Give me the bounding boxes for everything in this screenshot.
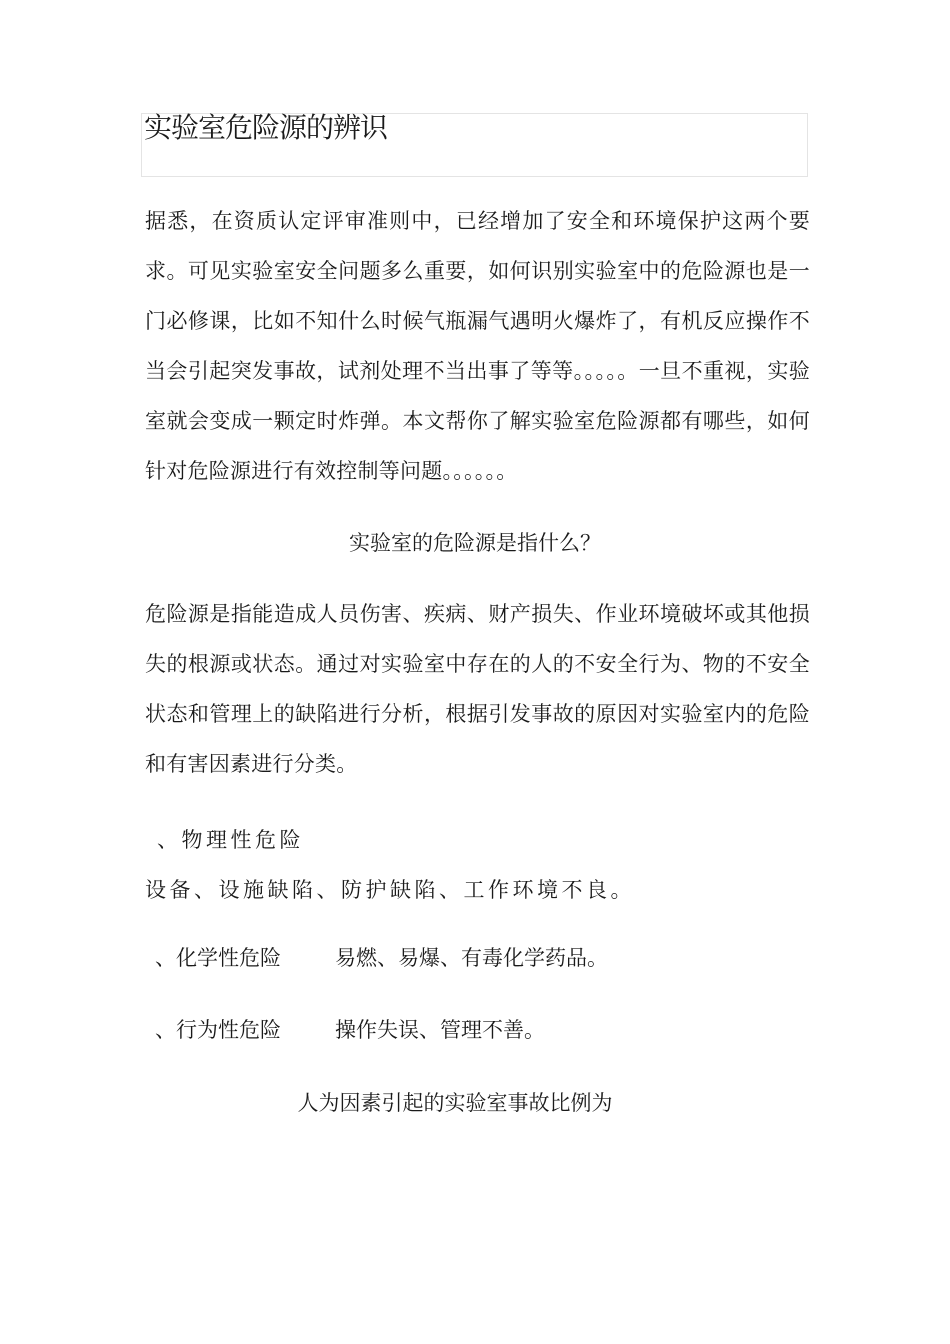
hazard-label: 、行为性危险: [155, 1018, 281, 1042]
hazard-description: 设备、设施缺陷、防护缺陷、工作环境不良。: [145, 878, 635, 902]
document-title: 实验室危险源的辨识: [144, 111, 388, 144]
ratio-heading: 人为因素引起的实验室事故比例为: [297, 1091, 613, 1115]
hazard-description: 操作失误、管理不善。: [335, 1018, 545, 1042]
hazard-item-physical: [145, 815, 810, 915]
hazard-description: 易燃、易爆、有毒化学药品。: [335, 946, 608, 970]
section-heading: 实验室的危险源是指什么？: [349, 531, 601, 555]
hazard-label: 、化学性危险: [155, 946, 281, 970]
hazard-item-behavioral: [145, 1015, 545, 1045]
hazard-label: 、物理性危险: [157, 828, 304, 852]
intro-paragraph: 据悉，在资质认定评审准则中，已经增加了安全和环境保护这两个要求。可见实验室安全问题多么重要，如何识别实验室中的危险源也是一门必修课，比如不知什么时候气瓶漏气遇明火爆炸了，有机反应操作不当会引起突发事故，试剂处理不当出事了等等。。。。。一旦不重视，实验室就会变成一颗定时炸弹。本文帮你了解实验室危险源都有哪些，如何针对危险源进行有效控制等问题。。。。。。: [145, 209, 810, 483]
hazard-item-chemical: [145, 943, 608, 973]
definition-paragraph: 危险源是指能造成人员伤害、疾病、财产损失、作业环境破坏或其他损失的根源或状态。通过对实验室中存在的人的不安全行为、物的不安全状态和管理上的缺陷进行分析，根据引发事故的原因对实验室内的危险和有害因素进行分类。: [145, 602, 810, 776]
